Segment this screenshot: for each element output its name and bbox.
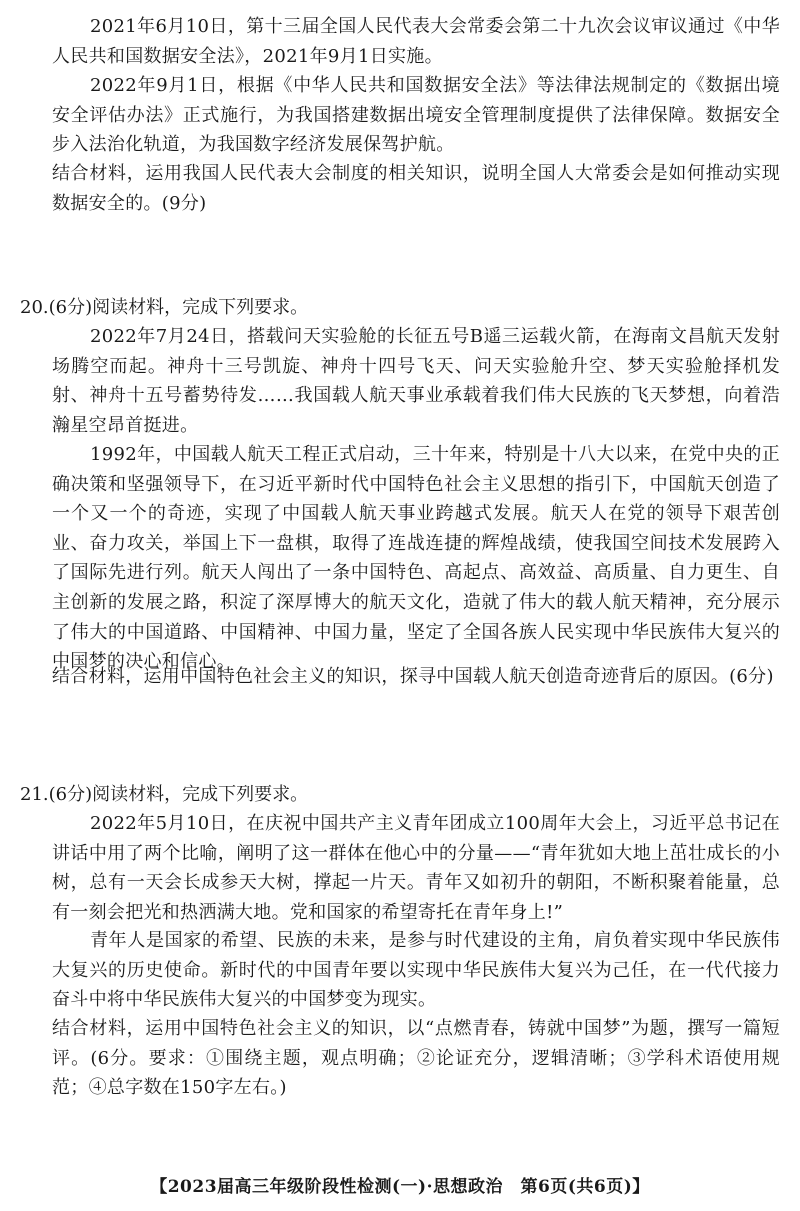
prev-material-paragraph-2: 2022年9月1日，根据《中华人民共和国数据安全法》等法律法规制定的《数据出境安全评估办法》正式施行，为我国搭建数据出境安全管理制度提供了法律保障。数据安全步入法治化轨道，为我国数字经济发展保驾护航。 bbox=[52, 75, 780, 156]
question-20-heading: 20.(6分)阅读材料，完成下列要求。 bbox=[20, 297, 309, 318]
question-21-material-2: 青年人是国家的希望、民族的未来，是参与时代建设的主角，肩负着实现中华民族伟大复兴的历史使命。新时代的中国青年要以实现中华民族伟大复兴为己任，在一代代接力奋斗中将中华民族伟大复兴的中国梦变为现实。 bbox=[52, 930, 780, 1011]
question-20-material-2: 1992年，中国载人航天工程正式启动，三十年来，特别是十八大以来，在党中央的正确决策和坚强领导下，在习近平新时代中国特色社会主义思想的指引下，中国航天创造了一个又一个的奇迹，实现了中国载人航天事业跨越式发展。航天人在党的领导下艰苦创业、奋力攻关，举国上下一盘棋，取得了连战连捷的辉煌战绩，使我国空间技术发展跨入了国际先进行列。航天人闯出了一条中国特色、高起点、高效益、高质量、自力更生、自主创新的发展之路，积淀了深厚博大的航天文化，造就了伟大的载人航天精神，充分展示了伟大的中国道路、中国精神、中国力量，坚定了全国各族人民实现中华民族伟大复兴的中国梦的决心和信心。 bbox=[52, 444, 780, 673]
question-21-task: 结合材料，运用中国特色社会主义的知识，以“点燃青春，铸就中国梦”为题，撰写一篇短评。(6分。要求：①围绕主题，观点明确；②论证充分，逻辑清晰；③学科术语使用规范；④总字数在150字左右。) bbox=[52, 1018, 780, 1099]
question-20-material-1: 2022年7月24日，搭载问天实验舱的长征五号B遥三运载火箭，在海南文昌航天发射场腾空而起。神舟十三号凯旋、神舟十四号飞天、问天实验舱升空、梦天实验舱择机发射、神舟十五号蓄势待发……我国载人航天事业承载着我们伟大民族的飞天梦想，向着浩瀚星空昂首挺进。 bbox=[52, 326, 780, 436]
question-20-task: 结合材料，运用中国特色社会主义的知识，探寻中国载人航天创造奇迹背后的原因。(6分) bbox=[52, 666, 774, 687]
question-21-heading: 21.(6分)阅读材料，完成下列要求。 bbox=[20, 784, 309, 805]
prev-material-paragraph-1: 2021年6月10日，第十三届全国人民代表大会常委会第二十九次会议审议通过《中华人民共和国数据安全法》，2021年9月1日实施。 bbox=[52, 16, 780, 67]
prev-question-task: 结合材料，运用我国人民代表大会制度的相关知识，说明全国人大常委会是如何推动实现数据安全的。(9分) bbox=[52, 163, 780, 214]
page-footer: 【2023届高三年级阶段性检测(一)·思想政治 第6页(共6页)】 bbox=[150, 1177, 650, 1197]
question-21-material-1: 2022年5月10日，在庆祝中国共产主义青年团成立100周年大会上，习近平总书记在讲话中用了两个比喻，阐明了这一群体在他心中的分量——“青年犹如大地上茁壮成长的小树，总有一天会长成参天大树，撑起一片天。青年又如初升的朝阳，不断积聚着能量，总有一刻会把光和热洒满大地。党和国家的希望寄托在青年身上!” bbox=[52, 813, 780, 923]
